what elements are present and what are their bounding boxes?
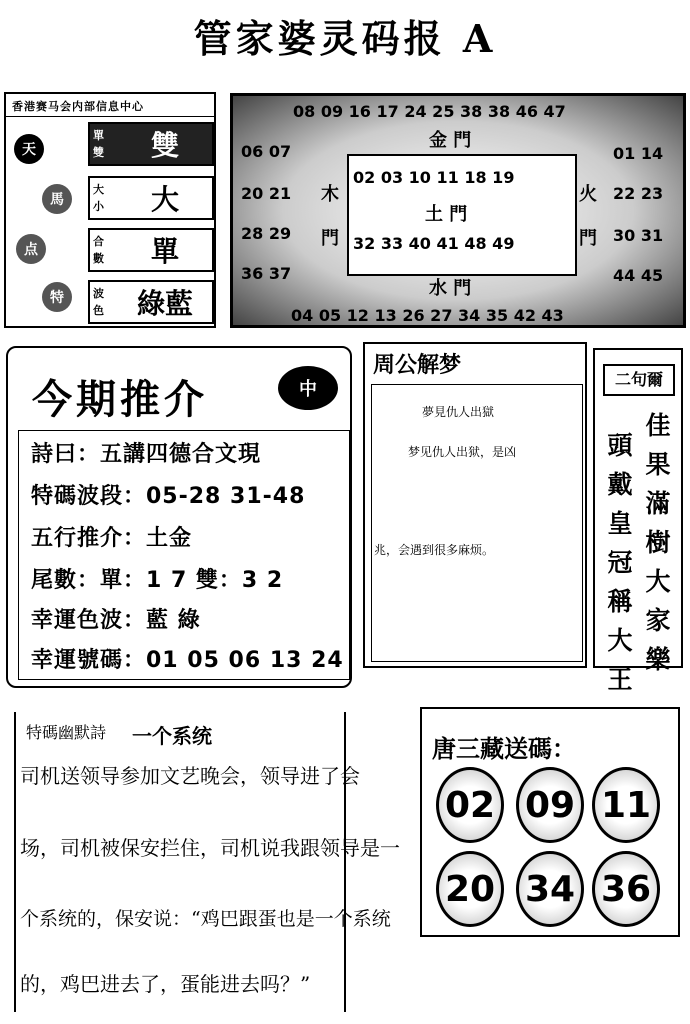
right-numbers: 44 45 (613, 266, 664, 285)
dream-frame (371, 384, 583, 662)
row-value: 綠藍 (136, 287, 193, 320)
left-numbers: 06 07 (241, 142, 292, 161)
joke-title: 一个系统 (132, 724, 212, 748)
row-value: 雙 (150, 129, 179, 162)
joke-line: 场，司机被保安拦住，司机说我跟领导是一 (20, 836, 400, 860)
five-elements-box (230, 93, 686, 328)
divider (6, 116, 214, 117)
joke-line: 司机送领导参加文艺晚会，领导进了会 (20, 764, 360, 788)
gate-wood: 木 (321, 184, 339, 205)
dream-text: 梦见仇人出狱，是凶 (408, 445, 517, 459)
joke-line: 个系统的，保安说：“鸡巴跟蛋也是一个系统 (20, 908, 391, 930)
recommend-list (18, 430, 350, 680)
row-sum (88, 228, 214, 272)
gate-metal: 金 門 (429, 130, 472, 151)
row-size (88, 176, 214, 220)
two-line-header: 二句爾 (603, 364, 675, 396)
row-label: 波色 (93, 287, 104, 317)
panel-header: 香港赛马会内部信息中心 (12, 100, 144, 113)
number-ball: 11 (592, 767, 660, 843)
number-ball: 36 (592, 851, 660, 927)
joke-panel (14, 712, 400, 1012)
circle-badge: 点 (16, 234, 46, 264)
dream-text: 兆，会遇到很多麻烦。 (374, 543, 495, 557)
circle-badge: 天 (14, 134, 44, 164)
right-numbers: 01 14 (613, 144, 664, 163)
logo-icon: 中 (278, 366, 338, 410)
gate-fire-door: 門 (579, 228, 597, 249)
row-value: 大 (150, 183, 179, 216)
gate-wood-door: 門 (321, 228, 339, 249)
recommend-title: 今期推介 (32, 376, 208, 423)
left-numbers: 36 37 (241, 264, 292, 283)
number-ball: 02 (436, 767, 504, 843)
row-label: 合數 (93, 235, 104, 265)
center-top-numbers: 02 03 10 11 18 19 (353, 168, 515, 187)
row-label: 大小 (93, 183, 104, 213)
circle-badge: 馬 (42, 184, 72, 214)
recommend-item: 尾數：單：1 7 雙：3 2 (31, 568, 284, 593)
row-value: 單 (150, 235, 179, 268)
number-ball: 34 (516, 851, 584, 927)
tang-panel (420, 707, 680, 937)
right-numbers: 22 23 (613, 184, 664, 203)
dream-subtitle: 夢見仇人出獄 (422, 405, 495, 419)
row-odd-even (88, 122, 214, 166)
right-numbers: 30 31 (613, 226, 664, 245)
number-ball: 09 (516, 767, 584, 843)
gate-water: 水 門 (429, 278, 472, 299)
poem-column: 頭戴皇冠稱大王 (607, 431, 633, 694)
recommend-item: 幸運色波：藍 綠 (31, 608, 201, 633)
row-color (88, 280, 214, 324)
gate-fire: 火 (579, 184, 597, 205)
recommend-item: 詩曰：五講四德合文現 (31, 442, 262, 467)
left-numbers: 28 29 (241, 224, 292, 243)
dream-title: 周公解梦 (373, 353, 462, 378)
bottom-numbers: 04 05 12 13 26 27 34 35 42 43 (291, 306, 564, 325)
poem-column: 佳果滿樹大家樂 (645, 411, 671, 674)
gate-earth: 土 門 (425, 204, 468, 225)
row-label: 單雙 (93, 129, 104, 159)
recommend-item: 五行推介：土金 (31, 526, 193, 551)
top-numbers: 08 09 16 17 24 25 38 38 46 47 (293, 102, 566, 121)
center-bottom-numbers: 32 33 40 41 48 49 (353, 234, 515, 253)
tang-title: 唐三藏送碼： (432, 735, 576, 763)
left-info-panel (4, 92, 216, 328)
number-ball: 20 (436, 851, 504, 927)
page-title: 管家婆灵码报 A (193, 16, 497, 61)
dream-panel (363, 342, 587, 668)
recommend-item: 特碼波段：05-28 31-48 (31, 484, 306, 509)
joke-label: 特碼幽默詩 (26, 723, 107, 742)
circle-badge: 特 (42, 282, 72, 312)
recommend-panel (6, 346, 352, 688)
joke-line: 的，鸡巴进去了，蛋能进去吗？” (20, 972, 311, 996)
center-box (347, 154, 577, 276)
recommend-item: 幸運號碼：01 05 06 13 24 (31, 648, 344, 673)
two-line-panel (593, 348, 683, 694)
left-numbers: 20 21 (241, 184, 292, 203)
